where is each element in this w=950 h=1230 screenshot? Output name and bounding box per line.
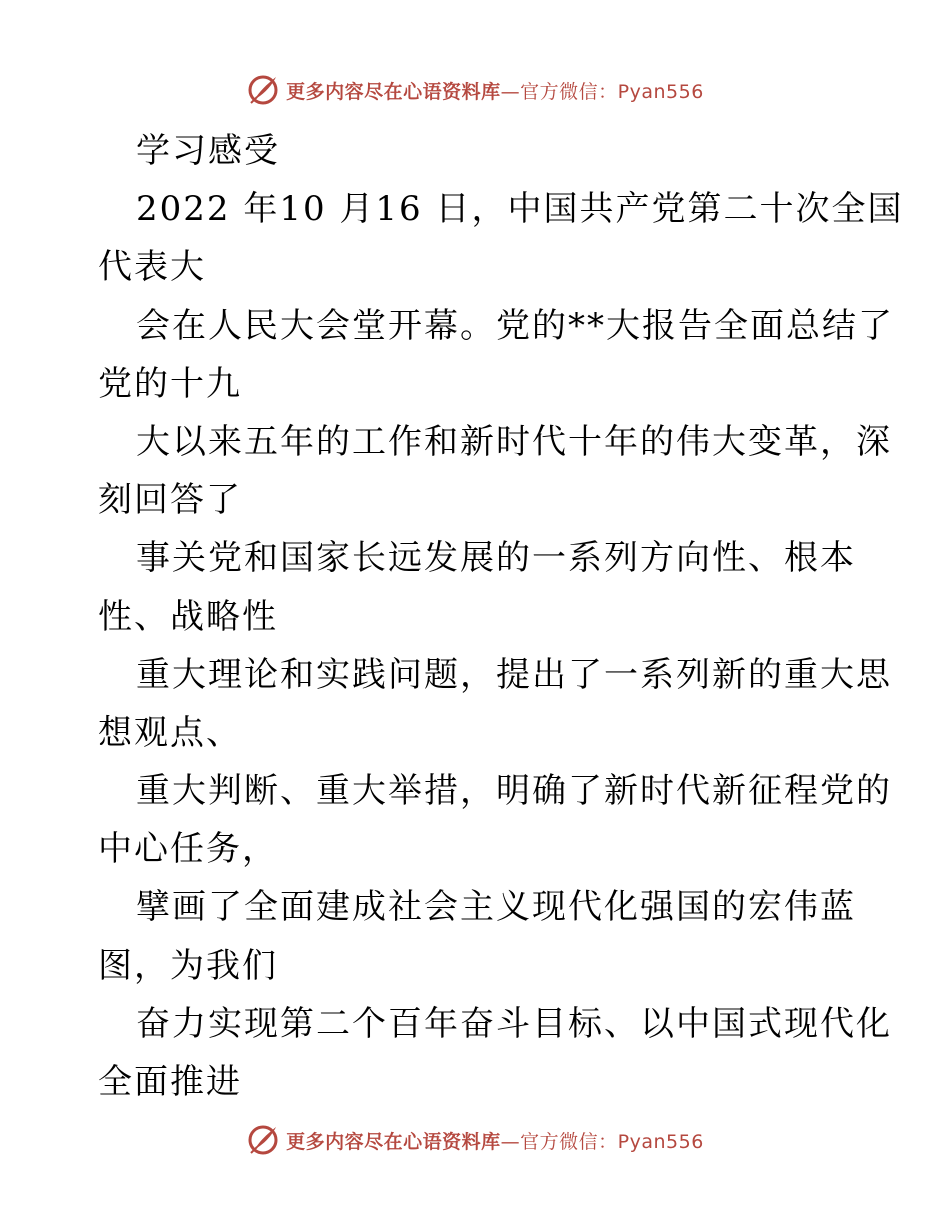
header-watermark-banner (0, 70, 950, 110)
paragraph-line: 全面推进 (98, 1062, 242, 1102)
watermark-text (286, 77, 704, 104)
watermark-plain-text: —官方微信：Pyan556 (500, 1130, 704, 1153)
paragraph-line: 图，为我们 (98, 945, 278, 986)
paragraph-line: 重大理论和实践问题，提出了一系列新的重大思 (136, 654, 892, 695)
document-heading: 学习感受 (136, 131, 280, 171)
feather-pen-logo-icon (246, 1123, 280, 1157)
paragraph-line: 中心任务， (98, 829, 278, 870)
feather-pen-logo-icon (246, 73, 280, 107)
paragraph-line: 会在人民大会堂开幕。党的**大报告全面总结了 (136, 305, 894, 346)
paragraph-line: 2022 年10 月16 日，中国共产党第二十次全国 (136, 189, 904, 230)
paragraph-line: 想观点、 (98, 712, 242, 753)
paragraph-line: 刻回答了 (98, 480, 242, 521)
watermark-bold-text: 更多内容尽在心语资料库 (286, 80, 501, 103)
paragraph-line: 代表大 (98, 247, 206, 288)
paragraph-line: 性、战略性 (98, 596, 278, 637)
paragraph-line: 大以来五年的工作和新时代十年的伟大变革，深 (136, 421, 892, 462)
paragraph-line: 奋力实现第二个百年奋斗目标、以中国式现代化 (136, 1003, 892, 1044)
paragraph-line: 党的十九 (98, 363, 242, 404)
watermark-bold-text: 更多内容尽在心语资料库 (286, 1130, 501, 1153)
paragraph-line: 擘画了全面建成社会主义现代化强国的宏伟蓝 (136, 887, 856, 928)
paragraph-line: 事关党和国家长远发展的一系列方向性、根本 (136, 538, 856, 579)
document-body (98, 122, 904, 1111)
watermark-text (286, 1127, 704, 1154)
footer-watermark-banner (0, 1120, 950, 1160)
watermark-plain-text: —官方微信：Pyan556 (500, 80, 704, 103)
paragraph-line: 重大判断、重大举措，明确了新时代新征程党的 (136, 771, 892, 812)
